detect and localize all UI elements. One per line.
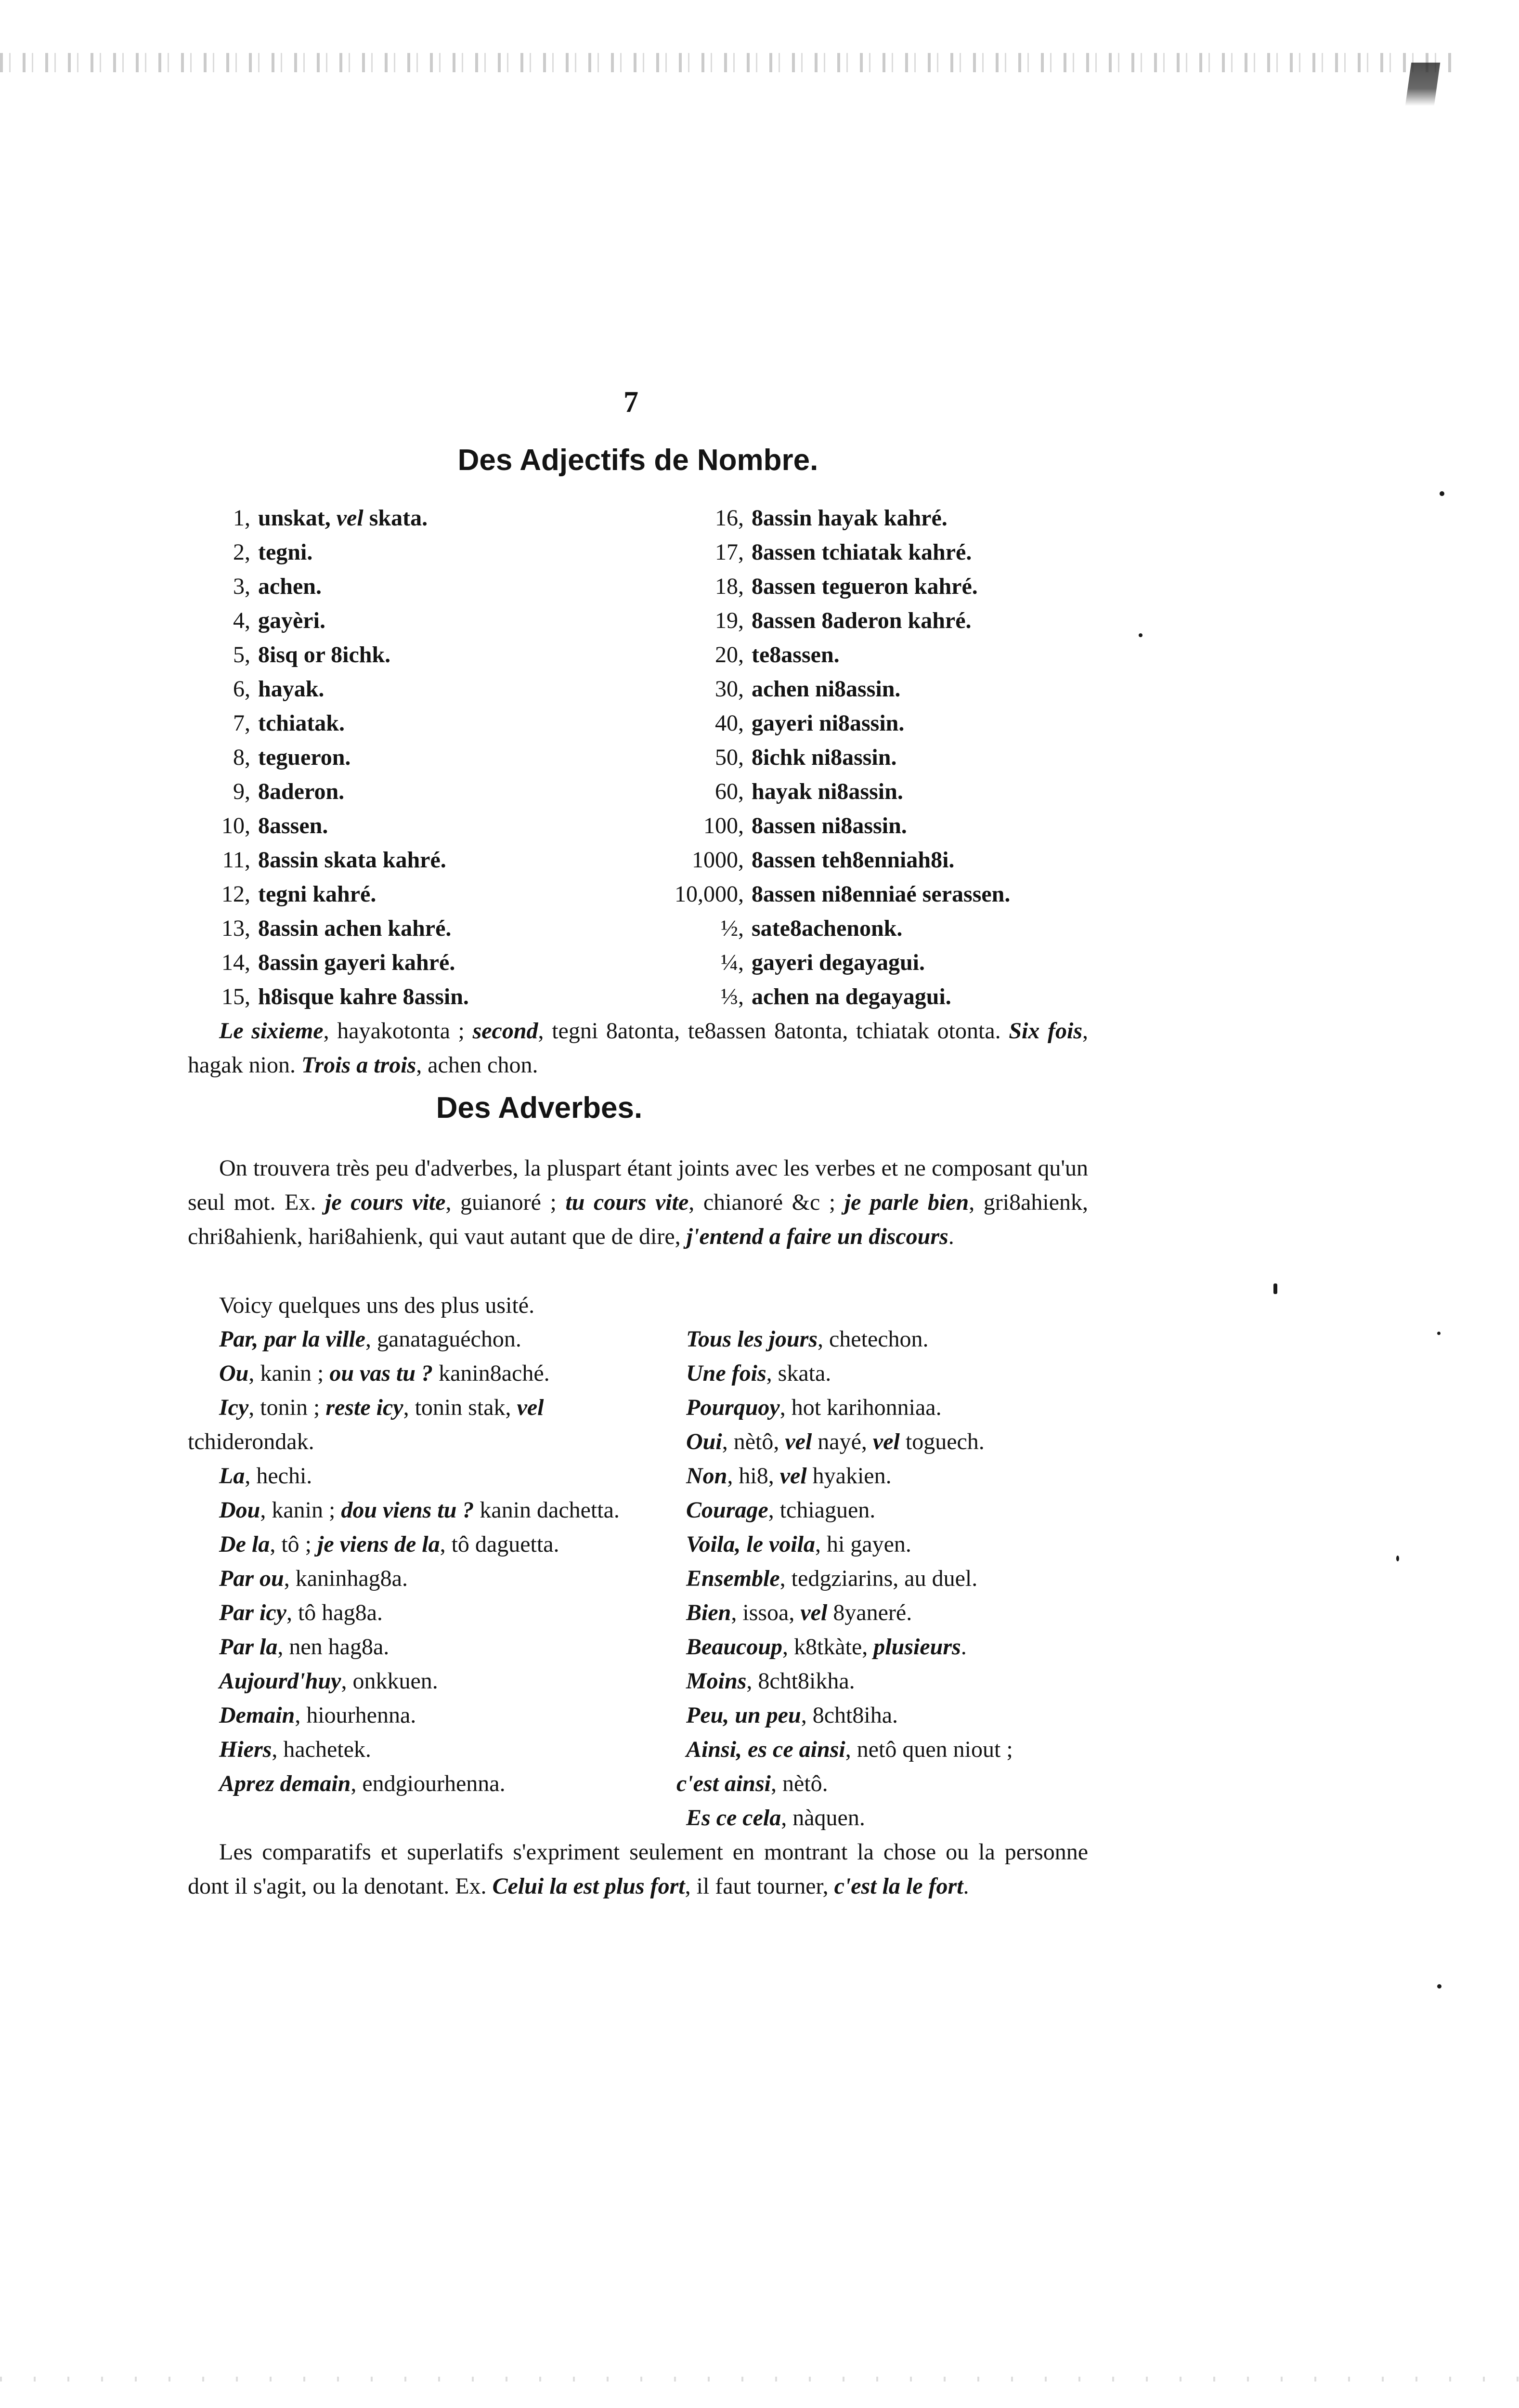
italic-term: Ainsi, es ce ainsi <box>686 1737 845 1762</box>
adverb-entry <box>188 1596 669 1630</box>
italic-term: Aujourd'huy <box>219 1668 341 1694</box>
number-value: 8, <box>233 745 250 770</box>
adverb-entry <box>676 1322 1110 1356</box>
number-value: 60, <box>715 779 744 804</box>
text-run: 8ichk ni8assin. <box>752 745 897 770</box>
italic-term: Par ou <box>219 1566 284 1591</box>
number-value: 4, <box>233 608 250 633</box>
numbers-column-left <box>219 501 652 1014</box>
adverb-entry <box>676 1732 1110 1767</box>
number-value: ¼, <box>721 950 744 975</box>
italic-term: Pourquoy <box>686 1395 780 1420</box>
text-run: 8assin hayak kahré. <box>752 505 948 531</box>
italic-term: je viens de la <box>317 1531 440 1557</box>
number-value: 1, <box>233 505 250 531</box>
text-run: gayeri ni8assin. <box>752 710 905 736</box>
number-row <box>626 569 1083 603</box>
text-run: , issoa, <box>731 1600 801 1625</box>
text-run: 8assen ni8enniaé serassen. <box>752 881 1011 907</box>
text-run: , onkkuen. <box>341 1668 438 1694</box>
text-run: , tedgziarins, au duel. <box>779 1566 978 1591</box>
text-run: , kanin ; <box>260 1497 341 1523</box>
text-run: , hayakotonta ; <box>323 1018 473 1044</box>
italic-term: Oui <box>686 1429 722 1454</box>
text-run: , tô hag8a. <box>286 1600 383 1625</box>
number-value: ⅓, <box>721 984 744 1009</box>
adverb-entry <box>676 1801 1110 1835</box>
text-run: , nètô, <box>722 1429 785 1454</box>
number-word <box>744 672 900 706</box>
number-word <box>250 638 390 672</box>
scan-noise-top <box>0 53 1454 72</box>
italic-term: Bien <box>686 1600 731 1625</box>
adverb-entry <box>676 1459 1110 1493</box>
adverb-entry <box>676 1493 1110 1527</box>
adverb-entry <box>188 1664 669 1698</box>
adverb-entry <box>676 1527 1110 1561</box>
text-run: tegni kahré. <box>258 881 377 907</box>
text-run: te8assen. <box>752 642 840 667</box>
number-word <box>744 774 903 809</box>
italic-term: c'est ainsi <box>676 1771 771 1796</box>
italic-term: ou vas tu ? <box>329 1361 433 1386</box>
number-value: 100, <box>703 813 744 838</box>
speck <box>1440 491 1444 496</box>
italic-term: Par, par la ville <box>219 1326 365 1352</box>
number-word <box>744 740 896 774</box>
numbers-column-right <box>626 501 1083 1014</box>
number-value: 7, <box>233 710 250 736</box>
number-value: 10,000, <box>675 881 744 907</box>
speck <box>1437 1984 1441 1989</box>
number-value: 50, <box>715 745 744 770</box>
italic-term: dou viens tu ? <box>341 1497 474 1523</box>
number-row <box>626 843 1083 877</box>
number-word <box>250 877 376 911</box>
number-row <box>219 877 652 911</box>
italic-term: De la <box>219 1531 270 1557</box>
number-word <box>250 535 312 569</box>
italic-term: Non <box>686 1463 727 1489</box>
text-run: , tegni 8atonta, te8assen 8atonta, tchiatak otonta. <box>538 1018 1009 1044</box>
text-run: 8assen tchiatak kahré. <box>752 539 972 565</box>
text-run: gayeri degayagui. <box>752 950 925 975</box>
italic-term: Ensemble <box>686 1566 780 1591</box>
italic-term: j'entend a faire un discours <box>686 1224 948 1249</box>
number-value: 12, <box>221 881 250 907</box>
number-word <box>744 980 951 1014</box>
scan-corner-mark <box>1405 63 1441 106</box>
italic-term: Courage <box>686 1497 768 1523</box>
adverb-entry <box>188 1493 669 1527</box>
text-run: , 8cht8iha. <box>801 1702 898 1728</box>
text-run: , tchiaguen. <box>768 1497 876 1523</box>
number-word <box>250 980 469 1014</box>
text-run: , ganataguéchon. <box>365 1326 521 1352</box>
italic-term: vel <box>517 1395 544 1420</box>
number-value: 40, <box>715 710 744 736</box>
text-run: 8assin gayeri kahré. <box>258 950 455 975</box>
text-run: , achen chon. <box>416 1052 538 1078</box>
text-run: 8assin skata kahré. <box>258 847 446 873</box>
italic-term: Aprez demain <box>219 1771 351 1796</box>
italic-term: Par icy <box>219 1600 286 1625</box>
number-row <box>219 945 652 980</box>
adverb-entry <box>676 1630 1110 1664</box>
number-value: 10, <box>221 813 250 838</box>
italic-term: vel <box>336 505 364 531</box>
number-row <box>219 980 652 1014</box>
voicy-line: Voicy quelques uns des plus usité. <box>219 1293 535 1318</box>
speck <box>1437 1332 1441 1335</box>
italic-term: reste icy <box>325 1395 403 1420</box>
text-run: 8isq or 8ichk. <box>258 642 391 667</box>
number-value: 20, <box>715 642 744 667</box>
adverb-entry <box>188 1390 669 1459</box>
text-run: hayak ni8assin. <box>752 779 903 804</box>
text-run: , hot karihonniaa. <box>779 1395 942 1420</box>
text-run: hyakien. <box>806 1463 892 1489</box>
text-run: achen. <box>258 574 322 599</box>
text-run: , hiourhenna. <box>295 1702 416 1728</box>
number-value: 1000, <box>692 847 744 873</box>
number-row <box>626 706 1083 740</box>
number-row <box>219 706 652 740</box>
number-value: 6, <box>233 676 250 702</box>
text-run: , hachetek. <box>272 1737 371 1762</box>
italic-term: tu cours vite <box>565 1190 689 1215</box>
text-run: h8isque kahre 8assin. <box>258 984 469 1009</box>
number-row <box>626 774 1083 809</box>
number-word <box>250 945 455 980</box>
text-run: , netô quen niout ; <box>845 1737 1013 1762</box>
adverbes-column-right <box>676 1322 1110 1835</box>
comparatifs-paragraph <box>188 1835 1088 1903</box>
number-row <box>626 809 1083 843</box>
number-row <box>219 740 652 774</box>
number-row <box>219 638 652 672</box>
adverb-entry <box>676 1767 1110 1801</box>
number-value: 18, <box>715 574 744 599</box>
adverb-entry <box>676 1596 1110 1630</box>
number-word <box>744 603 972 638</box>
text-run: tegni. <box>258 539 313 565</box>
italic-term: Hiers <box>219 1737 272 1762</box>
adverb-entry <box>188 1767 669 1801</box>
adverb-entry <box>188 1527 669 1561</box>
text-run: . <box>963 1873 969 1899</box>
italic-term: second <box>472 1018 538 1044</box>
number-word <box>744 706 904 740</box>
italic-term: Ou <box>219 1361 249 1386</box>
italic-term: Trois a trois <box>301 1052 416 1078</box>
number-row <box>626 980 1083 1014</box>
number-row <box>219 843 652 877</box>
text-run: On trouvera très peu d'adverbes, la pluspart étant joints avec les verbes et ne composant qu'un seul mot. Ex. <box>188 1155 1088 1215</box>
text-run: , chetechon. <box>818 1326 929 1352</box>
number-row <box>219 809 652 843</box>
number-value: 2, <box>233 539 250 565</box>
adverb-entry <box>676 1664 1110 1698</box>
italic-term: Le sixieme <box>219 1018 324 1044</box>
number-value: 19, <box>715 608 744 633</box>
speck <box>1139 633 1142 637</box>
italic-term: je parle bien <box>844 1190 969 1215</box>
number-row <box>626 535 1083 569</box>
adverbes-column-left <box>188 1322 669 1801</box>
number-word <box>250 672 324 706</box>
text-run: , chianoré &c ; <box>688 1190 844 1215</box>
italic-term: vel <box>872 1429 900 1454</box>
section-title-adjectifs: Des Adjectifs de Nombre. <box>457 444 818 477</box>
italic-term: Une fois <box>686 1361 766 1386</box>
adverbes-intro-paragraph <box>188 1151 1088 1254</box>
adverb-entry <box>188 1630 669 1664</box>
number-value: 16, <box>715 505 744 531</box>
italic-term: Celui la est plus fort <box>492 1873 685 1899</box>
text-run: 8assen tegueron kahré. <box>752 574 978 599</box>
number-row <box>626 911 1083 945</box>
text-run: , guianoré ; <box>445 1190 566 1215</box>
number-word <box>250 603 325 638</box>
text-run: 8assen ni8assin. <box>752 813 907 838</box>
number-word <box>250 774 344 809</box>
section-title-adverbes: Des Adverbes. <box>436 1091 643 1125</box>
number-row <box>626 638 1083 672</box>
text-run: , hi gayen. <box>815 1531 911 1557</box>
italic-term: plusieurs <box>873 1634 961 1660</box>
number-word <box>250 569 322 603</box>
adverb-entry <box>676 1356 1110 1390</box>
italic-term: Peu, un peu <box>686 1702 801 1728</box>
italic-term: Es ce cela <box>686 1805 781 1831</box>
text-run: , kaninhag8a. <box>284 1566 408 1591</box>
number-row <box>626 877 1083 911</box>
number-value: ½, <box>721 916 744 941</box>
page-number: 7 <box>623 386 638 419</box>
number-row <box>219 774 652 809</box>
number-value: 14, <box>221 950 250 975</box>
adverb-entry <box>676 1425 1110 1459</box>
text-run: tchiderondak. <box>188 1429 314 1454</box>
number-value: 11, <box>222 847 250 873</box>
text-run: achen ni8assin. <box>752 676 901 702</box>
text-run: , hechi. <box>245 1463 312 1489</box>
text-run: nayé, <box>812 1429 873 1454</box>
text-run: , hi8, <box>727 1463 780 1489</box>
italic-term: Six fois <box>1009 1018 1083 1044</box>
number-row <box>219 535 652 569</box>
text-run: , hagak nion. <box>188 1018 1089 1078</box>
italic-term: Dou <box>219 1497 260 1523</box>
scan-noise-bottom <box>0 2377 1519 2382</box>
text-run: , 8cht8ikha. <box>746 1668 855 1694</box>
text-run: Les comparatifs et superlatifs s'expriment seulement en montrant la chose ou la personne dont il s'agit, ou la denotant. Ex. <box>188 1839 1088 1899</box>
number-value: 3, <box>233 574 250 599</box>
adverb-entry <box>188 1459 669 1493</box>
number-value: 30, <box>715 676 744 702</box>
number-word <box>744 535 972 569</box>
number-row <box>219 569 652 603</box>
number-word <box>250 809 328 843</box>
text-run: tchiatak. <box>258 710 345 736</box>
number-word <box>744 911 902 945</box>
text-run: , endgiourhenna. <box>351 1771 506 1796</box>
number-value: 17, <box>715 539 744 565</box>
number-word <box>250 501 428 535</box>
adverb-entry <box>188 1561 669 1596</box>
adverb-entry <box>676 1698 1110 1732</box>
number-row <box>626 501 1083 535</box>
number-value: 5, <box>233 642 250 667</box>
text-run: 8assen 8aderon kahré. <box>752 608 972 633</box>
text-run: , tonin ; <box>248 1395 326 1420</box>
text-run: 8assen. <box>258 813 328 838</box>
text-run: 8assen teh8enniah8i. <box>752 847 955 873</box>
number-word <box>250 706 345 740</box>
number-value: 9, <box>233 779 250 804</box>
number-row <box>219 672 652 706</box>
number-row <box>626 740 1083 774</box>
text-run: , nètô. <box>771 1771 828 1796</box>
number-word <box>250 911 451 945</box>
text-run: achen na degayagui. <box>752 984 951 1009</box>
italic-term: Moins <box>686 1668 747 1694</box>
italic-term: Demain <box>219 1702 295 1728</box>
text-run: kanin8aché. <box>433 1361 550 1386</box>
text-run: , nàquen. <box>781 1805 865 1831</box>
text-run: , gri8ahienk, chri8ahienk, hari8ahienk, qui vaut autant que de dire, <box>188 1190 1089 1249</box>
text-run: gayèri. <box>258 608 325 633</box>
speck <box>1273 1283 1277 1294</box>
text-run: , nen hag8a. <box>277 1634 389 1660</box>
adverb-entry <box>188 1698 669 1732</box>
number-word <box>744 569 978 603</box>
number-word <box>744 638 840 672</box>
italic-term: vel <box>785 1429 812 1454</box>
number-row <box>219 501 652 535</box>
adverb-entry <box>676 1390 1110 1425</box>
text-run: kanin dachetta. <box>474 1497 620 1523</box>
number-row <box>626 603 1083 638</box>
number-word <box>744 501 948 535</box>
italic-term: c'est la le fort <box>834 1873 963 1899</box>
text-run: 8assin achen kahré. <box>258 916 452 941</box>
text-run: , tô ; <box>270 1531 317 1557</box>
text-run: , k8tkàte, <box>782 1634 874 1660</box>
number-row <box>219 911 652 945</box>
text-run: , tô daguetta. <box>440 1531 559 1557</box>
italic-term: vel <box>779 1463 807 1489</box>
adverb-entry <box>188 1322 669 1356</box>
number-row <box>626 672 1083 706</box>
number-row <box>626 945 1083 980</box>
text-run: 8aderon. <box>258 779 345 804</box>
text-run: tegueron. <box>258 745 351 770</box>
text-run: , tonin stak, <box>403 1395 517 1420</box>
speck <box>1396 1556 1399 1561</box>
text-run: hayak. <box>258 676 325 702</box>
text-run: unskat, <box>258 505 337 531</box>
text-run: , skata. <box>766 1361 831 1386</box>
text-run: . <box>948 1224 954 1249</box>
italic-term: vel <box>800 1600 828 1625</box>
italic-term: Tous les jours <box>686 1326 818 1352</box>
italic-term: Beaucoup <box>686 1634 783 1660</box>
italic-term: La <box>219 1463 245 1489</box>
italic-term: Icy <box>219 1395 249 1420</box>
text-run: skata. <box>363 505 428 531</box>
number-value: 15, <box>221 984 250 1009</box>
number-word <box>744 945 925 980</box>
number-value: 13, <box>221 916 250 941</box>
number-word <box>250 740 351 774</box>
ordinals-paragraph <box>188 1014 1088 1082</box>
text-run: sate8achenonk. <box>752 916 903 941</box>
adverb-entry <box>188 1356 669 1390</box>
text-run: , il faut tourner, <box>685 1873 834 1899</box>
adverb-entry <box>676 1561 1110 1596</box>
italic-term: je cours vite <box>325 1190 446 1215</box>
number-word <box>250 843 446 877</box>
adverb-entry <box>188 1732 669 1767</box>
number-row <box>219 603 652 638</box>
number-word <box>744 809 907 843</box>
italic-term: Voila, le voila <box>686 1531 815 1557</box>
text-run: , kanin ; <box>248 1361 330 1386</box>
text-run: 8yaneré. <box>827 1600 912 1625</box>
number-word <box>744 843 954 877</box>
italic-term: Par la <box>219 1634 278 1660</box>
text-run: . <box>961 1634 967 1660</box>
text-run: toguech. <box>899 1429 985 1454</box>
number-word <box>744 877 1010 911</box>
